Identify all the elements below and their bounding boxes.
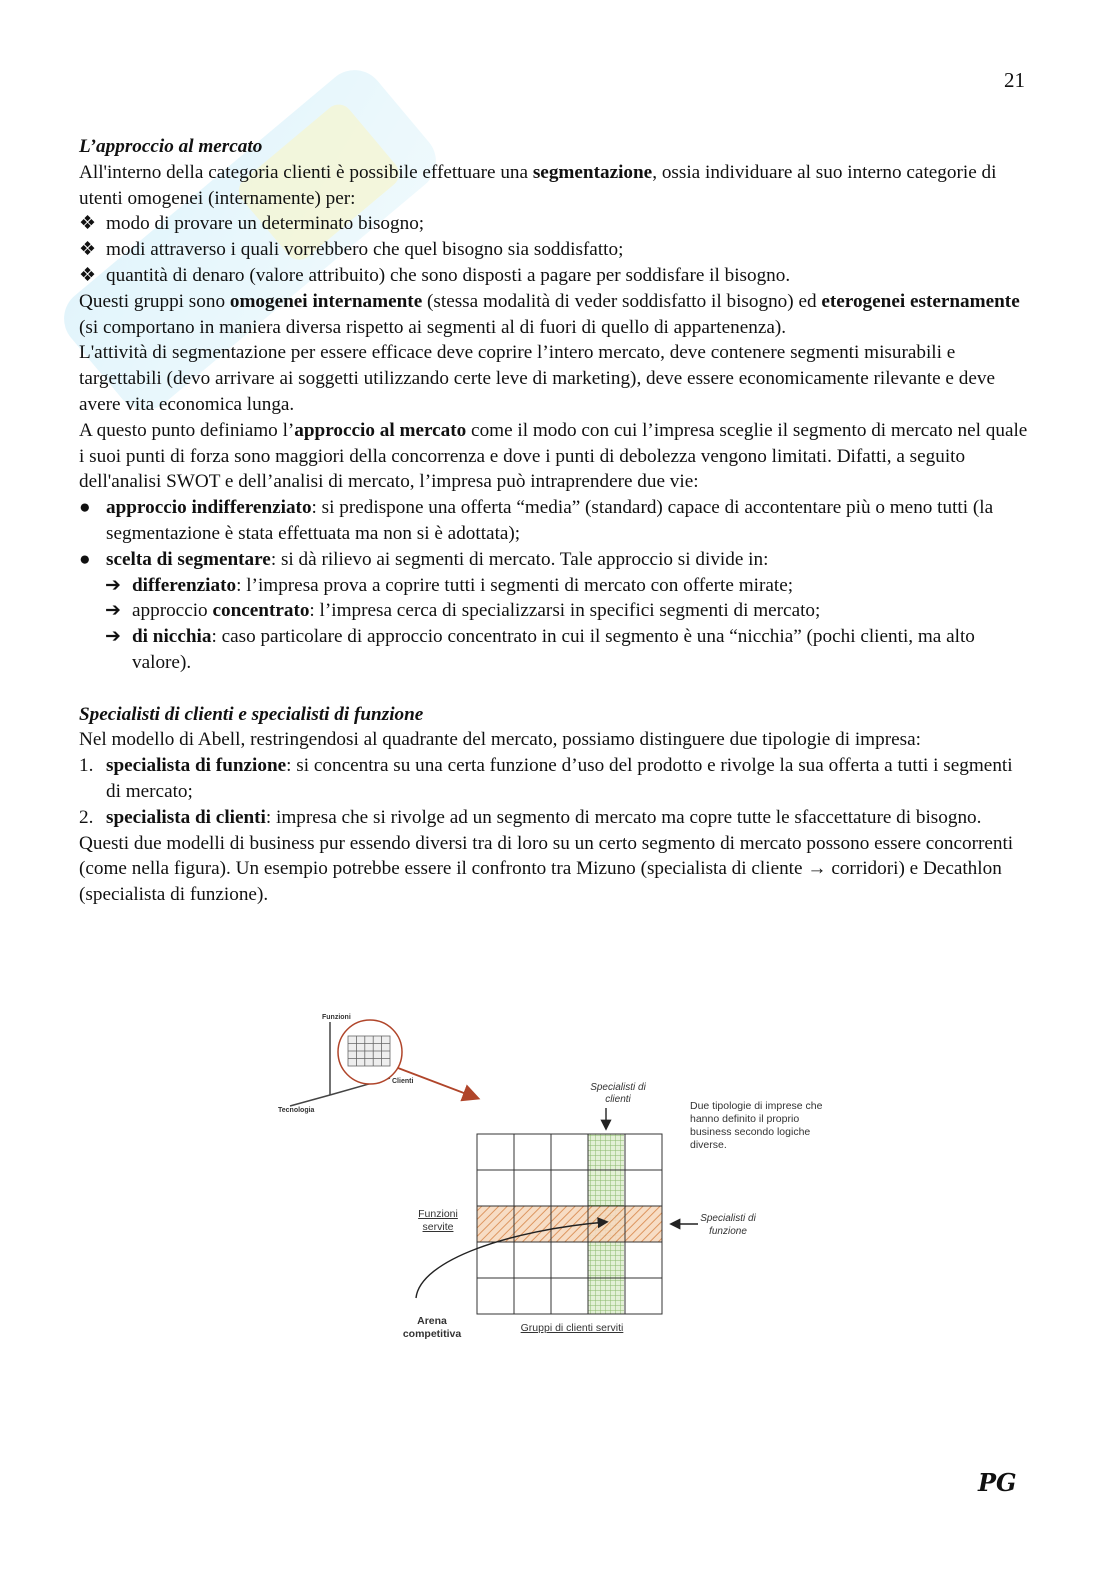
text-run: All'interno della categoria clienti è possibile effettuare una bbox=[79, 161, 533, 183]
section-heading: L’approccio al mercato bbox=[79, 136, 263, 157]
bold-term: concentrato bbox=[212, 600, 310, 622]
list-item-text: : si dà rilievo ai segmenti di mercato. Tale approccio si divide in: bbox=[270, 548, 769, 570]
specialisti-funzione-band bbox=[477, 1206, 662, 1242]
funzioni-servite-label: Funzioni servite bbox=[418, 1208, 458, 1233]
bold-term: eterogenei esternamente bbox=[821, 290, 1020, 312]
list-item bbox=[79, 211, 1029, 237]
numbered-list bbox=[79, 753, 1029, 830]
bold-term: di nicchia bbox=[132, 626, 212, 648]
page-number: 21 bbox=[1004, 68, 1025, 92]
list-item-text: : l’impresa cerca di specializzarsi in specifici segmenti di mercato; bbox=[309, 600, 821, 622]
bold-term: approccio al mercato bbox=[294, 419, 467, 441]
list-item bbox=[79, 753, 1029, 805]
abell-model-figure bbox=[270, 1010, 850, 1350]
axis-tecnologia-line bbox=[290, 1095, 330, 1106]
bold-term: scelta di segmentare bbox=[106, 548, 271, 570]
text-run: Questi gruppi sono bbox=[79, 290, 230, 312]
page-content bbox=[79, 134, 1029, 908]
list-item bbox=[79, 805, 1029, 831]
two-types-note: Due tipologie di imprese che hanno definito il proprio business secondo logiche diverse. bbox=[690, 1100, 823, 1151]
list-item-text: : impresa che si rivolge ad un segmento di mercato ma copre tutte le sfaccettature di bisogno. bbox=[265, 806, 982, 828]
list-number: 1. bbox=[79, 755, 94, 777]
text-run: (si comportano in maniera diversa rispetto ai segmenti al di fuori di quello di appartenenza). bbox=[79, 316, 787, 338]
diamond-list bbox=[79, 211, 1029, 288]
arena-competitiva-label: Arena competitiva bbox=[402, 1315, 462, 1340]
section-heading: Specialisti di clienti e specialisti di funzione bbox=[79, 703, 424, 725]
arrow-right-icon: ➔ bbox=[105, 626, 122, 648]
gruppi-clienti-label: Gruppi di clienti serviti bbox=[520, 1322, 624, 1334]
figure-graphics bbox=[270, 1010, 850, 1350]
list-item bbox=[79, 237, 1029, 263]
arrow-right-icon: ➔ bbox=[105, 574, 122, 596]
list-item-text: modo di provare un determinato bisogno; bbox=[106, 213, 425, 235]
list-item bbox=[105, 624, 1029, 676]
list-number: 2. bbox=[79, 806, 94, 828]
groups-paragraph bbox=[79, 289, 1029, 341]
text-run: come il modo con cui l’impresa sceglie il segmento di mercato nel quale i suoi punti di forza sono maggiori della concorrenza e dove i punti di debolezza vengono limitati. Difatti, a seguito dell'analisi SWOT e dell’analisi di mercato, l’impresa può intraprendere due vie: bbox=[79, 419, 1028, 493]
spacer bbox=[79, 676, 1029, 702]
bullet-dot-icon: ● bbox=[79, 497, 91, 519]
approach-paragraph bbox=[79, 418, 1029, 495]
specialisti-funzione-label: Specialisti di funzione bbox=[700, 1213, 756, 1237]
activity-paragraph: L'attività di segmentazione per essere efficace deve coprire l’intero mercato, deve contenere segmenti misurabili e targettabili (devo arrivare ai soggetti utilizzando certe leve di marketing), deve essere economicamente rilevante e deve avere vita economica lunga. bbox=[79, 342, 995, 415]
bold-term: omogenei internamente bbox=[229, 290, 423, 312]
text-run: A questo punto definiamo l’ bbox=[79, 419, 295, 441]
arrow-right-icon: ➔ bbox=[105, 600, 122, 622]
arrow-list bbox=[79, 573, 1029, 676]
list-item bbox=[79, 263, 1029, 289]
bullet-dot-icon: ● bbox=[79, 548, 91, 570]
author-signature: PG bbox=[978, 1468, 1017, 1497]
bold-term: specialista di clienti bbox=[106, 806, 266, 828]
diamond-bullet-icon: ❖ bbox=[79, 239, 97, 261]
specialisti-clienti-label: Specialisti di clienti bbox=[590, 1082, 646, 1105]
list-item bbox=[105, 573, 1029, 599]
axis-clienti-label: Clienti bbox=[392, 1078, 414, 1085]
list-item bbox=[105, 598, 1029, 624]
approach-list bbox=[79, 495, 1029, 572]
abell-intro: Nel modello di Abell, restringendosi al quadrante del mercato, possiamo distinguere due tipologie di impresa: bbox=[79, 729, 921, 751]
bold-term: segmentazione bbox=[532, 161, 653, 183]
axis-tecnologia-label: Tecnologia bbox=[278, 1107, 315, 1114]
bold-term: approccio indifferenziato bbox=[106, 497, 312, 519]
mini-grid bbox=[348, 1036, 390, 1066]
diamond-bullet-icon: ❖ bbox=[79, 213, 97, 235]
list-item-text: : l’impresa prova a coprire tutti i segmenti di mercato con offerte mirate; bbox=[236, 574, 794, 596]
text-run: , ossia individuare al suo interno categorie di utenti omogenei (internamente) per: bbox=[79, 161, 997, 209]
intro-paragraph bbox=[79, 160, 1029, 212]
bold-term: specialista di funzione bbox=[106, 755, 287, 777]
list-item bbox=[79, 495, 1029, 547]
list-item-text: : si concentra su una certa funzione d’uso del prodotto e rivolge la sua offerta a tutti i segmenti di mercato; bbox=[106, 755, 1013, 802]
diamond-bullet-icon: ❖ bbox=[79, 264, 97, 286]
list-item bbox=[79, 547, 1029, 573]
axis-funzioni-label: Funzioni bbox=[322, 1014, 351, 1021]
text-run: approccio bbox=[132, 600, 213, 622]
bold-term: differenziato bbox=[132, 574, 237, 596]
list-item-text: : caso particolare di approccio concentrato in cui il segmento è una “nicchia” (pochi clienti, ma alto valore). bbox=[132, 626, 975, 673]
list-item-text: modi attraverso i quali vorrebbero che quel bisogno sia soddisfatto; bbox=[106, 239, 624, 261]
list-item-text: : si predispone una offerta “media” (standard) capace di accontentare più o meno tutti (la segmentazione è stata effettuata ma non si è adottata); bbox=[106, 497, 994, 544]
list-item-text: quantità di denaro (valore attribuito) che sono disposti a pagare per soddisfare il bisogno. bbox=[106, 264, 791, 286]
text-run: (stessa modalità di veder soddisfatto il bisogno) ed bbox=[422, 290, 822, 312]
closing-paragraph: Questi due modelli di business pur essendo diversi tra di loro su un certo segmento di mercato possono essere concorrenti (come nella figura). Un esempio potrebbe essere il confronto tra Mizuno (specialista di cliente → corridori) e Decathlon (specialista di funzione). bbox=[79, 832, 1014, 906]
